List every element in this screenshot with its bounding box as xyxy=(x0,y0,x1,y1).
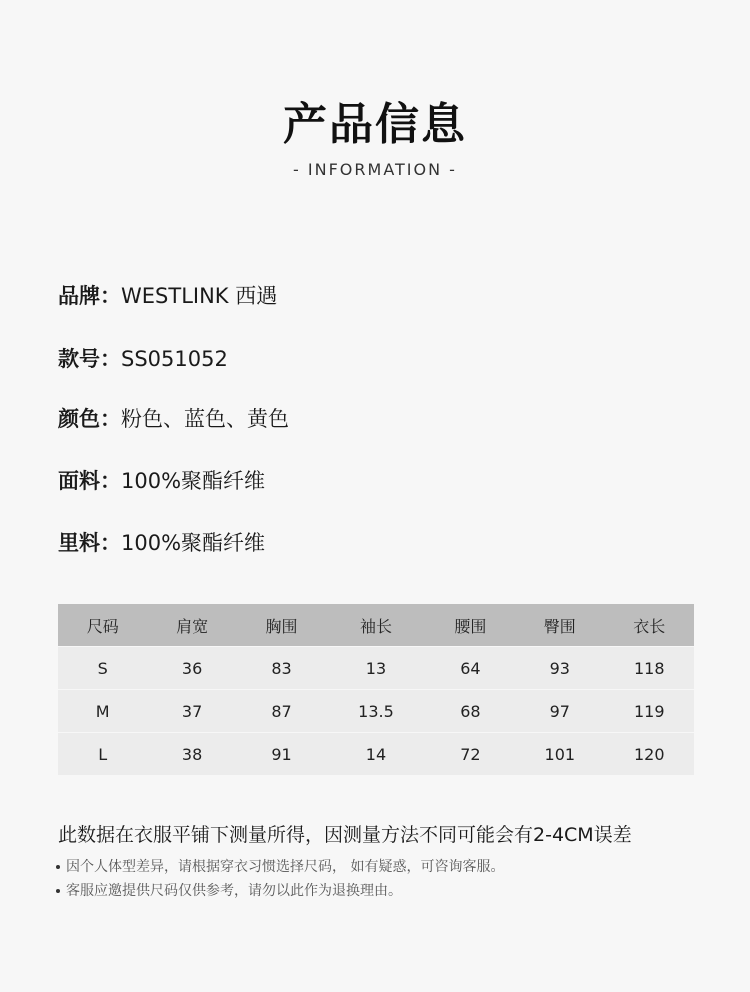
column-header: 臀围 xyxy=(515,604,604,647)
size-table xyxy=(58,604,694,775)
table-cell: 83 xyxy=(237,647,326,690)
column-header: 胸围 xyxy=(237,604,326,647)
info-value: 100%聚酯纤维 xyxy=(121,531,266,555)
table-cell: 119 xyxy=(605,690,694,733)
column-header: 尺码 xyxy=(58,604,147,647)
note-text: 因个人体型差异，请根据穿衣习惯选择尺码， 如有疑惑，可咨询客服。 xyxy=(66,859,505,875)
info-row-brand xyxy=(58,280,277,310)
table-cell: 13 xyxy=(326,647,425,690)
note-line xyxy=(56,856,504,876)
info-row-style-number xyxy=(58,343,228,373)
table-row xyxy=(58,733,694,776)
column-header: 袖长 xyxy=(326,604,425,647)
page-subtitle: - INFORMATION - xyxy=(293,160,457,179)
table-cell: 87 xyxy=(237,690,326,733)
table-cell: 97 xyxy=(515,690,604,733)
column-header: 腰围 xyxy=(426,604,515,647)
table-cell: 38 xyxy=(147,733,236,776)
info-value: SS051052 xyxy=(121,347,228,371)
page-title: 产品信息 xyxy=(283,99,467,150)
info-row-color xyxy=(58,403,289,433)
info-row-lining xyxy=(58,527,265,557)
table-row xyxy=(58,647,694,690)
measurement-note: 此数据在衣服平铺下测量所得，因测量方法不同可能会有2-4CM误差 xyxy=(58,824,632,846)
table-cell: 118 xyxy=(605,647,694,690)
info-label: 里料： xyxy=(58,531,121,555)
column-header: 衣长 xyxy=(605,604,694,647)
table-cell: L xyxy=(58,733,147,776)
info-value: WESTLINK 西遇 xyxy=(121,284,278,308)
table-row xyxy=(58,690,694,733)
table-header-row xyxy=(58,604,694,647)
table-cell: 120 xyxy=(605,733,694,776)
table-cell: M xyxy=(58,690,147,733)
table-cell: 13.5 xyxy=(326,690,425,733)
bullet-icon xyxy=(56,865,60,869)
column-header: 肩宽 xyxy=(147,604,236,647)
table-cell: 37 xyxy=(147,690,236,733)
info-label: 面料： xyxy=(58,469,121,493)
info-label: 颜色： xyxy=(58,407,121,431)
bullet-icon xyxy=(56,889,60,893)
info-label: 品牌： xyxy=(58,284,121,308)
table-cell: 93 xyxy=(515,647,604,690)
note-text: 客服应邀提供尺码仅供参考，请勿以此作为退换理由。 xyxy=(66,883,402,899)
table-cell: 36 xyxy=(147,647,236,690)
table-cell: 64 xyxy=(426,647,515,690)
table-cell: S xyxy=(58,647,147,690)
table-cell: 101 xyxy=(515,733,604,776)
info-label: 款号： xyxy=(58,347,121,371)
info-value: 100%聚酯纤维 xyxy=(121,469,266,493)
note-line xyxy=(56,880,402,900)
info-row-fabric xyxy=(58,465,265,495)
table-cell: 14 xyxy=(326,733,425,776)
info-value: 粉色、蓝色、黄色 xyxy=(121,407,289,431)
table-cell: 72 xyxy=(426,733,515,776)
table-cell: 91 xyxy=(237,733,326,776)
table-cell: 68 xyxy=(426,690,515,733)
